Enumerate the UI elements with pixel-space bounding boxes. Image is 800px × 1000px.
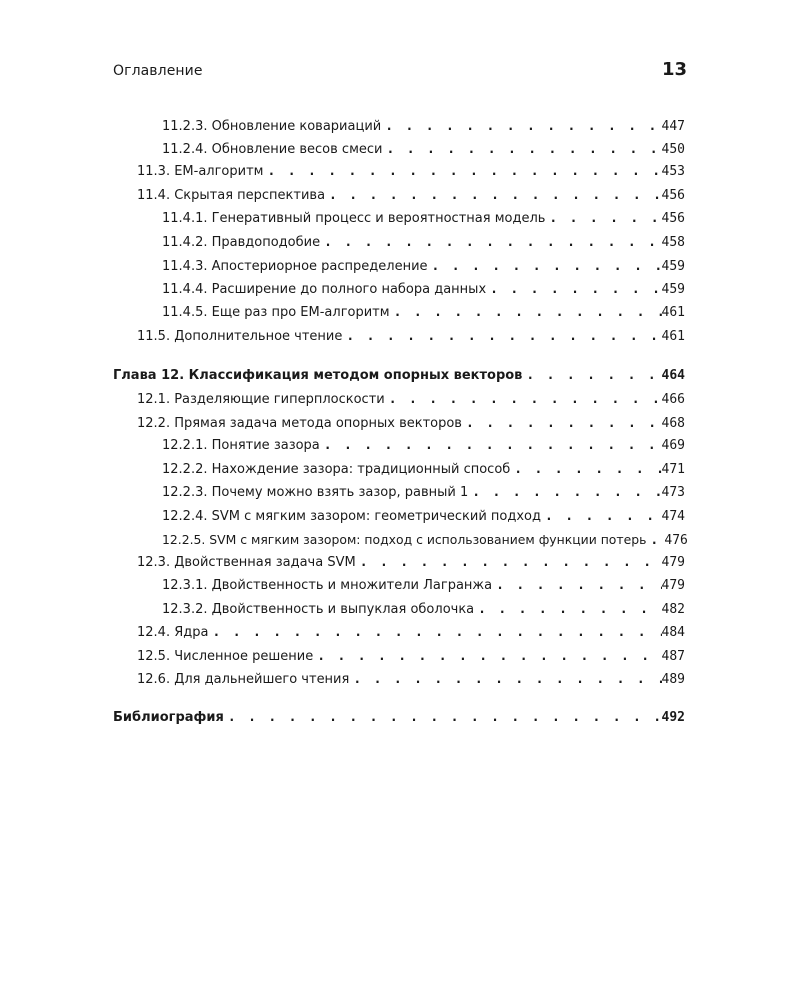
toc-entry-title: 12.2.5. SVM с мягким зазором: подход с использованием функции потерь [162, 532, 647, 547]
toc-entry-page: 492 [661, 710, 685, 725]
toc-entry-page: 479 [661, 578, 685, 593]
toc-leader-dots [486, 282, 661, 297]
toc-entry[interactable] [162, 532, 688, 552]
toc-entry[interactable] [162, 282, 685, 302]
toc-leader-dots [474, 602, 661, 617]
toc-chapter-entry[interactable] [113, 710, 685, 730]
toc-entry-title: 12.2.1. Понятие зазора [162, 438, 320, 453]
toc-entry[interactable] [137, 164, 685, 184]
toc-entry-title: 11.5. Дополнительное чтение [137, 329, 343, 344]
toc-leader-dots [385, 392, 662, 407]
toc-leader-dots [428, 259, 662, 274]
toc-entry-page: 450 [661, 142, 685, 157]
toc-entry-title: 12.3. Двойственная задача SVM [137, 555, 356, 570]
toc-entry[interactable] [137, 392, 685, 412]
toc-entry[interactable] [162, 509, 685, 529]
toc-entry[interactable] [137, 649, 685, 669]
toc-entry[interactable] [137, 416, 685, 436]
toc-entry-title: Глава 12. Классификация методом опорных векторов [113, 368, 523, 383]
toc-entry-title: 11.4.3. Апостериорное распределение [162, 259, 428, 274]
toc-entry-title: 12.2.4. SVM с мягким зазором: геометрический подход [162, 509, 541, 524]
toc-entry-title: 12.1. Разделяющие гиперплоскости [137, 392, 385, 407]
toc-leader-dots [510, 462, 661, 477]
toc-entry-title: 12.5. Численное решение [137, 649, 314, 664]
toc-entry-page: 466 [661, 392, 685, 407]
toc-entry-page: 456 [661, 211, 685, 226]
toc-entry-title: 12.2.3. Почему можно взять зазор, равный 1 [162, 485, 469, 500]
toc-entry-page: 482 [661, 602, 685, 617]
toc-leader-dots [646, 533, 664, 548]
toc-entry-page: 459 [661, 282, 685, 297]
toc-leader-dots [522, 368, 661, 383]
toc-entry-title: 12.2.2. Нахождение зазора: традиционный способ [162, 462, 511, 477]
toc-leader-dots [382, 142, 661, 157]
toc-entry-title: 11.3. EM-алгоритм [137, 164, 264, 179]
toc-entry[interactable] [162, 462, 685, 482]
toc-entry[interactable] [162, 578, 685, 598]
toc-entry-title: 11.2.3. Обновление ковариаций [162, 119, 382, 134]
toc-leader-dots [313, 649, 661, 664]
toc-entry[interactable] [162, 259, 685, 279]
toc-entry[interactable] [137, 672, 685, 692]
toc-entry[interactable] [162, 485, 685, 505]
toc-leader-dots [342, 329, 661, 344]
toc-leader-dots [390, 305, 662, 320]
toc-entry-title: 11.2.4. Обновление весов смеси [162, 142, 383, 157]
toc-entry-title: 11.4.2. Правдоподобие [162, 235, 321, 250]
toc-leader-dots [356, 555, 662, 570]
toc-leader-dots [462, 416, 662, 431]
toc-entry-page: 461 [661, 305, 685, 320]
toc-leader-dots [320, 235, 661, 250]
toc-entry-title: Библиография [113, 710, 224, 725]
toc-entry-page: 459 [661, 259, 685, 274]
toc-entry[interactable] [162, 119, 685, 139]
toc-leader-dots [349, 672, 661, 687]
toc-leader-dots [224, 710, 662, 725]
toc-entry-page: 487 [661, 649, 685, 664]
toc-entry-page: 453 [661, 164, 685, 179]
toc-entry-page: 473 [661, 485, 685, 500]
toc-entry-page: 484 [661, 625, 685, 640]
toc-entry-title: 12.3.2. Двойственность и выпуклая оболочка [162, 602, 475, 617]
toc-entry-title: 11.4.5. Еще раз про EM-алгоритм [162, 305, 390, 320]
running-header-title: Оглавление [113, 63, 203, 79]
toc-entry[interactable] [137, 625, 685, 645]
toc-entry-title: 11.4. Скрытая перспектива [137, 188, 326, 203]
toc-leader-dots [541, 509, 662, 524]
toc-entry[interactable] [162, 235, 685, 255]
toc-leader-dots [381, 119, 661, 134]
toc-entry-page: 464 [661, 368, 685, 383]
toc-chapter-entry[interactable] [113, 368, 685, 388]
page-number: 13 [661, 59, 687, 80]
toc-entry[interactable] [162, 438, 685, 458]
toc-entry-page: 471 [661, 462, 685, 477]
toc-entry[interactable] [137, 329, 685, 349]
toc-entry[interactable] [162, 142, 685, 162]
toc-leader-dots [325, 188, 661, 203]
toc-entry-page: 479 [661, 555, 685, 570]
toc-leader-dots [468, 485, 661, 500]
toc-entry-title: 12.3.1. Двойственность и множители Лагранжа [162, 578, 493, 593]
toc-leader-dots [208, 625, 661, 640]
toc-leader-dots [320, 438, 662, 453]
toc-leader-dots [263, 164, 661, 179]
toc-entry-page: 476 [664, 533, 688, 548]
toc-entry-page: 468 [661, 416, 685, 431]
toc-entry-title: 12.2. Прямая задача метода опорных векторов [137, 416, 462, 431]
toc-entry-page: 458 [661, 235, 685, 250]
toc-entry-page: 461 [661, 329, 685, 344]
toc-entry[interactable] [162, 211, 685, 231]
toc-leader-dots [545, 211, 661, 226]
toc-entry-title: 12.6. Для дальнейшего чтения [137, 672, 350, 687]
toc-entry-title: 12.4. Ядра [137, 625, 209, 640]
toc-entry[interactable] [137, 188, 685, 208]
toc-entry[interactable] [137, 555, 685, 575]
toc-entry-title: 11.4.4. Расширение до полного набора данных [162, 282, 487, 297]
toc-entry[interactable] [162, 305, 685, 325]
toc-entry-page: 456 [661, 188, 685, 203]
toc-entry-page: 474 [661, 509, 685, 524]
toc-leader-dots [492, 578, 661, 593]
toc-entry-title: 11.4.1. Генеративный процесс и вероятностная модель [162, 211, 546, 226]
toc-entry[interactable] [162, 602, 685, 622]
toc-entry-page: 469 [661, 438, 685, 453]
toc-entry-page: 489 [661, 672, 685, 687]
toc-entry-page: 447 [661, 119, 685, 134]
